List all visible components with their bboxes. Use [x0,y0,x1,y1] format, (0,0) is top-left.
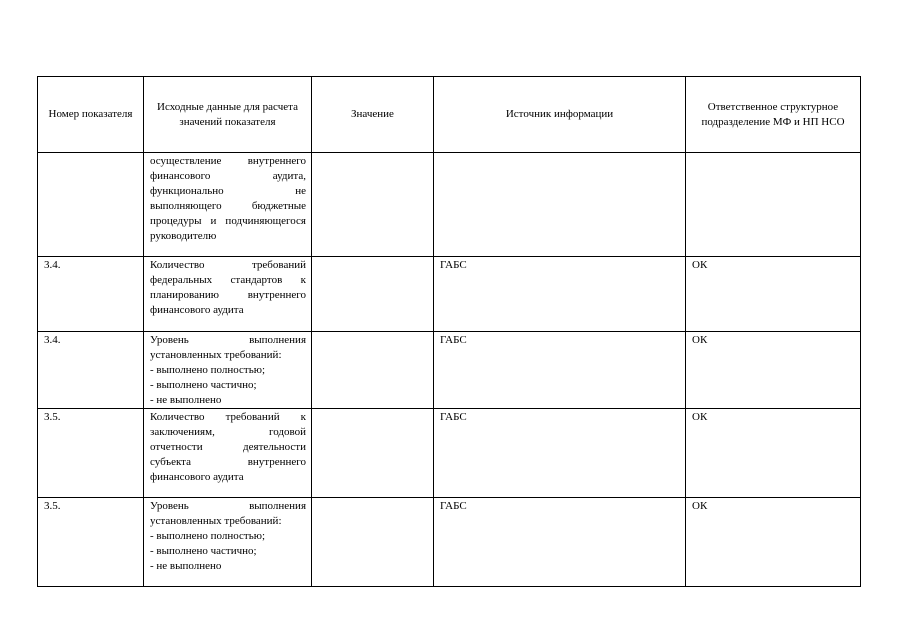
list-item: - выполнено частично; [150,379,257,391]
table-row [38,153,861,257]
cell-num [38,153,144,257]
cell-source-data: Уровень выполнения установленных требований: - выполнено полностью; - выполнено частично; - не выполнено [144,498,312,587]
cell-info-source: ГАБС [434,332,686,409]
cell-responsible: ОК [686,498,861,587]
cell-value [312,409,434,498]
cell-info-source [434,153,686,257]
cell-responsible [686,153,861,257]
cell-value [312,332,434,409]
header-info-source: Источник информации [434,77,686,153]
cell-num: 3.5. [38,498,144,587]
header-row [38,77,861,153]
header-responsible: Ответственное структурное подразделение МФ и НП НСО [686,77,861,153]
table-row [38,409,861,498]
cell-source-data: осуществление внутреннего финансового аудита, функционально не выполняющего бюджетные процедуры и подчиняющегося руководителю [144,153,312,257]
cell-source-data: Количество требований к заключениям, годовой отчетности деятельности субъекта внутреннего финансового аудита [144,409,312,498]
list-item: - выполнено полностью; [150,364,266,376]
table-row [38,257,861,332]
list-item: - выполнено частично; [150,545,257,557]
table-row [38,332,861,409]
header-value: Значение [312,77,434,153]
cell-info-source: ГАБС [434,498,686,587]
cell-value [312,498,434,587]
cell-source-data: Количество требований федеральных стандартов к планированию внутреннего финансового аудита [144,257,312,332]
table-row [38,498,861,587]
indicators-table [37,76,861,587]
cell-responsible: ОК [686,409,861,498]
header-num: Номер показателя [38,77,144,153]
cell-source-data: Уровень выполнения установленных требований: - выполнено полностью; - выполнено частично; - не выполнено [144,332,312,409]
cell-responsible: ОК [686,257,861,332]
cell-num: 3.4. [38,332,144,409]
cell-info-source: ГАБС [434,257,686,332]
cell-num: 3.4. [38,257,144,332]
cell-num: 3.5. [38,409,144,498]
list-item: - не выполнено [150,560,222,572]
cell-info-source: ГАБС [434,409,686,498]
header-source-data: Исходные данные для расчета значений показателя [144,77,312,153]
list-item: - выполнено полностью; [150,530,266,542]
list-item: - не выполнено [150,394,222,406]
cell-responsible: ОК [686,332,861,409]
cell-value [312,153,434,257]
cell-value [312,257,434,332]
